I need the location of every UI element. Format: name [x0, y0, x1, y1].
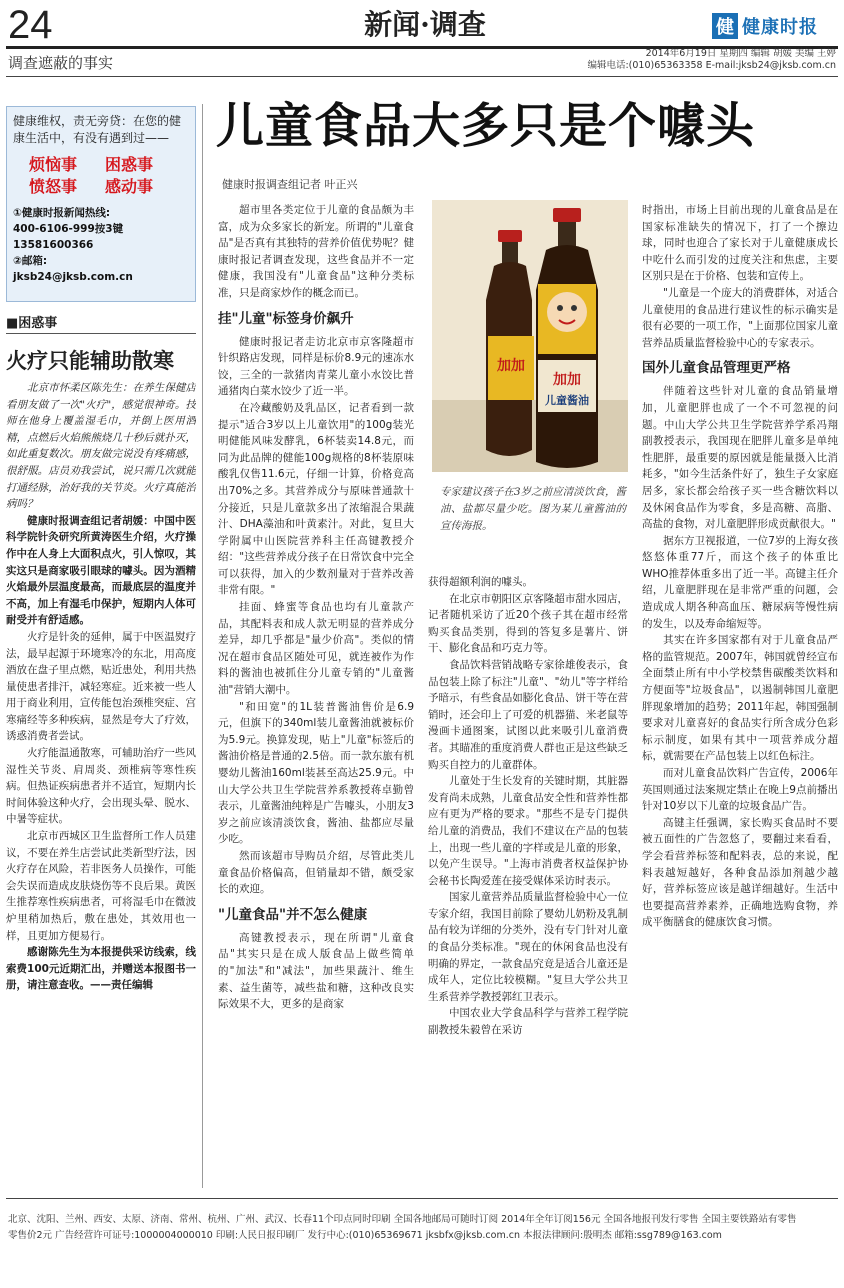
sidebar-paragraph: 北京市西城区卫生监督所工作人员建议，不要在养生店尝试此类新型疗法，因火疗存在风险，若非医务人员操作，可能会失误而造成皮肤烧伤等不良后果。黄医生推荐寒性疾病患者，可将湿毛巾在微波炉里稍加热后，敷在患处，其效用也一样，且更加方便易行。	[6, 830, 196, 942]
footer-publisher-info: 零售价2元 广告经营许可证号:1000004000010 印刷:人民日报印刷厂 发行中心:(010)65369671 jksbfx@jksb.com.cn 本报法律顾问:殷明杰 邮箱:ssg789@163.com	[8, 1230, 722, 1241]
article-paragraph: 然而该超市导购员介绍，尽管此类儿童食品价格偏高，但销量却不错，颇受家长的欢迎。	[218, 849, 414, 896]
logo-text: 健康时报	[742, 17, 818, 38]
email-label: ②邮箱:	[13, 255, 48, 267]
hotline-mobile: 13581600366	[13, 239, 94, 251]
issue-meta	[587, 48, 836, 72]
article-paragraph: 伴随着这些针对儿童的食品销量增加，儿童肥胖也成了一个不可忽视的问题。中山大学公共卫生学院营养学系冯翔副教授表示，我国现在肥胖儿童多是单纯性肥胖，最重要的原因就是能量摄入比消耗多，"如今生活条件好了，独生子女家庭居多，家长都会给孩子买一些含糖饮料以及休闲食品作为零食，多是高糖、高脂、高盐的食物，对儿童肥胖形成贡献很大。"	[642, 385, 838, 531]
article-paragraph: 而对儿童食品饮料广告宣传，2006年英国则通过法案规定禁止在晚上9点前播出针对10岁以下儿童的垃圾食品广告。	[642, 767, 838, 813]
article-paragraph: 挂面、蜂蜜等食品也均有儿童款产品，其配料表和成人款无明显的营养成分差异，却几乎都是"量少价高"。类似的情况在超市食品区随处可见，就连被作为作料的酱油也被抓住分儿童专销的"儿童酱油"营销大潮中。	[218, 601, 414, 697]
article-paragraph: 高键教授表示，现在所谓"儿童食品"其实只是在成人版食品上做些简单的"加法"和"减法"，加些果蔬汁、维生素、益生菌等，减些盐和糖，这种改良实际效果不大，更多的是商家	[218, 931, 414, 1011]
footer-print-info: 北京、沈阳、兰州、西安、太原、济南、常州、杭州、广州、武汉、长春11个印点同时印刷 全国各地邮局可随时订阅 2014年全年订阅156元 全国各地报刊发行零售 全国主要铁路站有零售	[8, 1214, 797, 1225]
article-paragraph: 时指出，市场上目前出现的儿童食品是在国家标准缺失的情况下，打了一个擦边球，同时也迎合了家长对于儿童健康成长中吃什么而引发的过度关注和焦虑，主要区别只是在于价格、包装和宣传上。	[642, 204, 838, 283]
bottle-brand-right: 加加	[553, 372, 581, 388]
tip-category: 感动事	[105, 177, 154, 196]
article-photo	[432, 200, 628, 472]
logo-mark: 健	[712, 13, 738, 39]
article-paragraph: 超市里各类定位于儿童的食品颇为丰富，成为众多家长的新宠。所谓的"儿童食品"是否真有其独特的营养价值优势呢？健康时报记者调查发现，这些食品并不一定健康，我国没有"儿童食品"这种分类标准，只是商家炒作的概念而已。	[218, 204, 414, 299]
article-paragraph: 食品饮料营销战略专家徐雄俊表示，食品包装上除了标注"儿童"、"幼儿"等字样给予暗示，有些食品如膨化食品、饼干等在营销时，还会印上了可爱的机器猫、米老鼠等漫画卡通图案，试图以此来吸引儿童消费者。其瞄准的重度消费人群也正是这些缺乏购买自控力的儿童群体。	[428, 658, 628, 771]
sidebar	[6, 106, 196, 1188]
article-column-1	[218, 202, 414, 1188]
footer-rule	[6, 1198, 838, 1199]
article-paragraph: 儿童处于生长发育的关键时期，其脏器发育尚未成熟，儿童食品安全性和营养性都应有更为严格的要求。"那些不是专门提供给儿童的消费品，我们不建议在产品的包装上，出现一些儿童的字样或是儿童的形象，以免产生误导。"上海市消费者权益保护协会秘书长陶爱莲在接受媒体采访时表示。	[428, 775, 628, 887]
photo-caption: 专家建议孩子在3岁之前应清淡饮食，酱油、盐都尽量少吃。图为某儿童酱油的宣传海报。	[440, 486, 626, 532]
article-headline: 儿童食品大多只是个噱头	[216, 98, 756, 154]
subheading: "儿童食品"并不怎么健康	[218, 906, 368, 923]
email-address: jksb24@jksb.com.cn	[13, 271, 133, 283]
page-number: 24	[8, 3, 53, 47]
subheading: 挂"儿童"标签身价飙升	[218, 310, 354, 327]
article-paragraph: 高键主任强调，家长购买食品时不要被五面性的广告忽悠了，要翻过来看看，学会看营养标签和配料表，总的来说，配料表越短越好，各种食品添加剂越少越好，营养标签应该是越详细越好。生活中也要提高营养素养，正确地选购食物，养成平衡膳食的健康饮食习惯。	[642, 816, 838, 929]
subheading: 国外儿童食品管理更严格	[642, 360, 791, 377]
sidebar-lead: 北京市怀柔区陈先生：在养生保健店看朋友做了一次"火疗"，感觉很神奇。技师在他身上覆盖湿毛巾，并倒上医用酒精，点燃后火焰熊熊烧几十秒后就扑灭，如此重复数次。朋友做完说没有疼痛感，很舒服。店员劝我尝试，说只需几次就能打通经脉，治好我的关节炎。火疗真能治病吗？	[6, 382, 196, 511]
sidebar-paragraph: 健康时报调查组记者胡媛：中国中医科学院针灸研究所黄涛医生介绍，火疗操作中在人身上大面积点火，引人惊叹，其实这只是商家吸引眼球的噱头。因为酒精火焰最外层温度最高，而最底层的温度并不高，加上有湿毛巾保护，短期内人体可耐受并有舒适感。	[6, 514, 196, 627]
bottle-brand-left: 加加	[497, 358, 525, 374]
article-paragraph: 健康时报记者走访北京市京客隆超市针织路店发现，同样是标价8.9元的速冻水饺，三全的一款猪肉青菜儿童小水饺比普通猪肉白菜水饺少了近一半。	[218, 335, 414, 398]
sidebar-divider	[202, 104, 203, 1188]
column-name: 调查遮蔽的事实	[8, 54, 114, 72]
hotline-phone: 400-6106-999按3键	[13, 223, 124, 235]
article-paragraph: 中国农业大学食品科学与营养工程学院副教授朱毅曾在采访	[428, 1007, 628, 1037]
issue-date-editors: 2014年6月19日 星期四 编辑 胡媛 美编 王婷	[645, 48, 836, 59]
sidebar-thanks: 感谢陈先生为本报提供采访线索，线索费100元近期汇出，并赠送本报图书一册，请注意查收。——责任编辑	[6, 946, 196, 992]
hotline-label: ①健康时报新闻热线:	[13, 207, 111, 219]
column-tag: ■困惑事	[6, 312, 196, 334]
tip-categories	[29, 155, 189, 197]
sidebar-headline: 火疗只能辅助散寒	[6, 348, 174, 373]
subheader-rule	[6, 76, 838, 77]
article-byline: 健康时报调查组记者 叶正兴	[222, 178, 358, 191]
article-paragraph: 在冷藏酸奶及乳品区，记者看到一款提示"适合3岁以上儿童饮用"的100g装光明健能风味发酵乳，6杯装卖14.8元，而同为此品牌的健能100g规格的8杯装原味酸乳仅售11.6元，仔细一计算，价格竟高出70%之多。其营养成分与原味普通款十分接近，只是儿童款多出了浓缩混合果蔬汁、DHA藻油和叶黄素汁。对此，复旦大学附属中山医院营养科主任高键教授介绍："这些营养成分孩子在日常饮食中完全可以获得，加入的少数剂量对于营养改善非常有限。"	[218, 401, 414, 597]
article-paragraph: 在北京市朝阳区京客隆超市甜水园店，记者随机采访了近20个孩子其在超市经常购买食品类别，得到的答复多是薯片、饼干、膨化食品和巧克力等。	[428, 592, 628, 655]
newspaper-logo	[712, 12, 838, 40]
footer	[8, 1212, 838, 1244]
article-column-3	[642, 202, 838, 1188]
article-column-2	[428, 574, 628, 1188]
bottle-product-label: 儿童酱油	[545, 394, 589, 407]
tip-box	[6, 106, 196, 302]
tip-category: 烦恼事	[29, 155, 78, 174]
sidebar-paragraph: 火疗是针灸的延伸，属于中医温熨疗法，最早起源于环境寒冷的东北，用高度酒放在盘子里点燃，贴近患处，利用共热量使患者排汗，减轻寒症。近来被一些人用于商业利用，宣传能包治颈椎突症、宫寒痛经等多种疾病，显然是夸大了疗效，诱惑消费者尝试。	[6, 630, 196, 743]
soy-sauce-bottles-image	[432, 200, 628, 472]
issue-contact: 编辑电话:(010)65363358 E-mail:jksb24@jksb.com.cn	[587, 60, 836, 71]
tip-category: 愤怒事	[29, 177, 78, 196]
article-paragraph: 国家儿童营养品质量监督检验中心一位专家介绍，我国目前除了婴幼儿奶粉及乳制品有较为详细的分类外，没有专门针对儿童的食品分类标准。"现在的休闲食品也没有明确的界定，一款食品究竟是适合儿童还是成年人，定位比较模糊。"复旦大学公共卫生系营养学教授郭红卫表示。	[428, 891, 628, 1003]
tip-intro: 健康维权，责无旁贷：在您的健康生活中，有没有遇到过——	[13, 114, 182, 145]
sidebar-paragraph: 火疗能温通散寒，可辅助治疗一些风湿性关节炎、肩周炎、颈椎病等寒性疾病。但热证疾病患者并不适宜，短期内长时间体验这种火疗，会出现头晕、脱水、中暑等症状。	[6, 747, 196, 826]
article-paragraph: "和田宽"的1L装普酱油售价是6.9元，但旗下的340ml装儿童酱油就被标价为5.9元。换算发现，贴上"儿童"标签后的酱油价格是普通的2.5倍。而一款东旅有机婴幼儿酱油160ml装甚至高达25.9元。中山大学公共卫生学院营养系教授蒋卓勤曾表示，儿童酱油纯粹是广告噱头，小朋友3岁之前应该清淡饮食，酱油、盐都应尽量少吃。	[218, 700, 414, 846]
article-paragraph: 获得超额利润的噱头。	[428, 576, 533, 588]
article-paragraph: "儿童是一个庞大的消费群体，对适合儿童使用的食品进行建议性的标示确实是很有必要的一项工作，"上面那位国家儿童营养品质量监督检验中心的专家表示。	[642, 286, 838, 349]
tip-category: 困惑事	[105, 155, 154, 174]
section-title: 新闻·调查	[364, 8, 486, 41]
article-paragraph: 据东方卫视报道，一位7岁的上海女孩悠悠体重77斤，而这个孩子的体重比WHO推荐体重多出了近一半。高键主任介绍，儿童肥胖现在是非常严重的问题，会造成成人期各种高血压、糖尿病等慢性病的发生，以及寿命缩短等。	[642, 534, 838, 630]
article-paragraph: 其实在许多国家都有对于儿童食品严格的监管规范。2007年，韩国就曾经宣布全面禁止所有中小学校禁售碳酸类饮料和方便面等"垃圾食品"，以遏制韩国儿童肥胖现象增加的趋势；2011年起，韩国强制要求对儿童喜好的食品实行所含成分色彩标示制度，如果有其中一项营养成分超标，就需要在产品包装上以红色标注。	[642, 634, 838, 763]
